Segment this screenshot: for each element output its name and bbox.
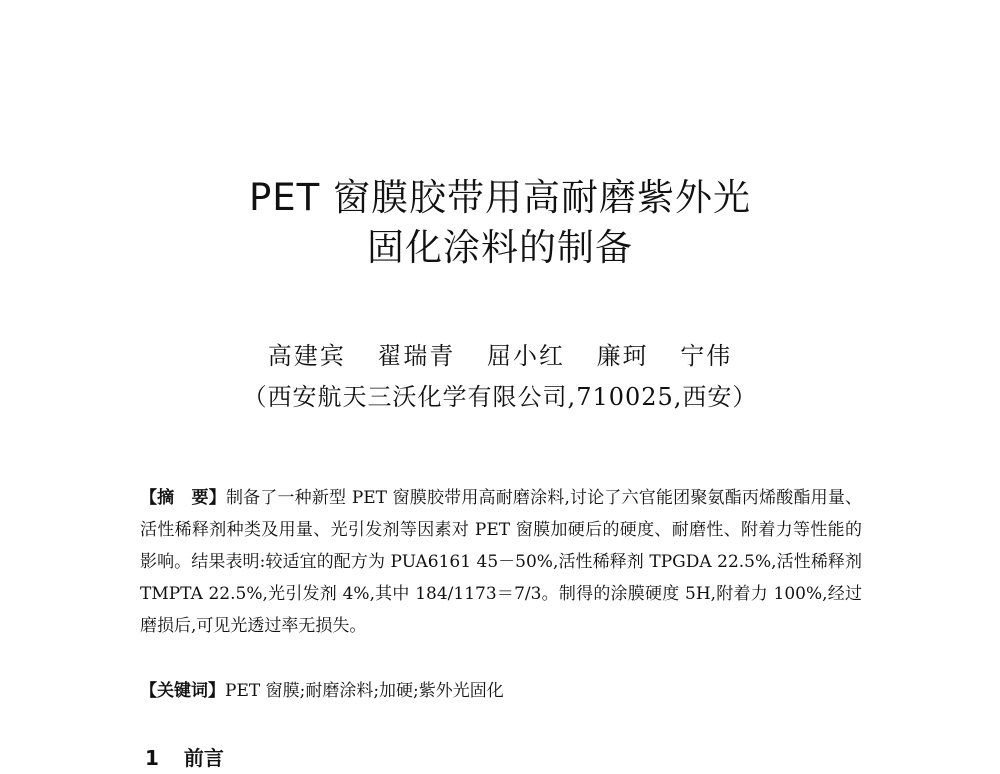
abstract-text: 制备了一种新型 PET 窗膜胶带用高耐磨涂料,讨论了六官能团聚氨酯丙烯酸酯用量、活性稀释剂种类及用量、光引发剂等因素对 PET 窗膜加硬后的硬度、耐磨性、附着力等性能的影响。结果表明:较适宜的配方为 PUA6161 45－50%,活性稀释剂 TPGDA 22.5%,活性稀释剂 TMPTA 22.5%,光引发剂 4%,其中 184/1173＝7/3。制得的涂膜硬度 5H,附着力 100%,经过磨损后,可见光透过率无损失。 [140,488,863,636]
keywords-label: 【关键词】 [140,681,225,701]
keywords [140,675,862,707]
affiliation: （西安航天三沃化学有限公司,710025,西安） [242,383,758,411]
paper-title-line-1: PET 窗膜胶带用高耐磨紫外光 [248,176,752,219]
keywords-text: PET 窗膜;耐磨涂料;加硬;紫外光固化 [225,681,504,701]
paper-title-line-2: 固化涂料的制备 [367,226,633,269]
author-list: 高建宾 翟瑞青 屈小红 廉珂 宁伟 [267,342,733,370]
abstract-label: 【摘 要】 [140,488,226,508]
section-heading-introduction: 1 前言 [145,746,224,770]
abstract [140,482,862,642]
